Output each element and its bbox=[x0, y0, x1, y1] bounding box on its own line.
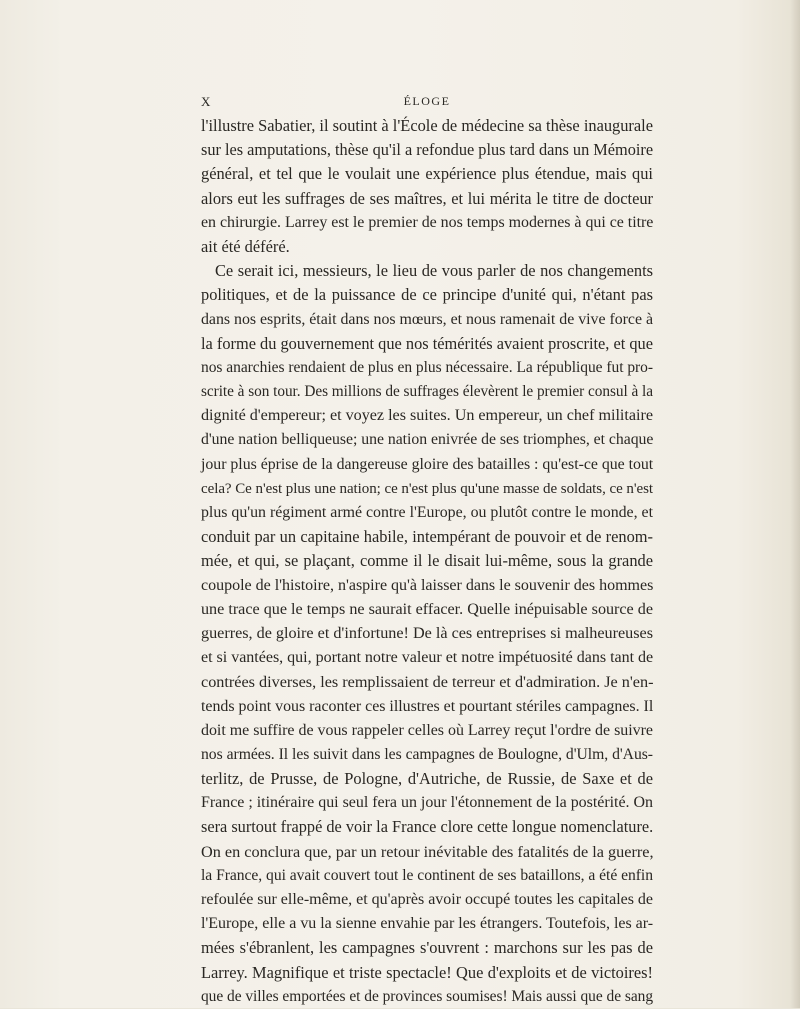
text-line: scrite à son tour. Des millions de suffrages élevèrent le premier consul à la bbox=[201, 383, 653, 401]
text-line: contrées diverses, les remplissaient de terreur et d'admiration. Je n'en- bbox=[201, 673, 654, 692]
text-line: tends point vous raconter ces illustres et pourtant stériles campagnes. Il bbox=[201, 697, 654, 715]
text-line: une trace que le temps ne saurait effacer. Quelle inépuisable source de bbox=[201, 600, 653, 618]
text-line: conduit par un capitaine habile, intempérant de pouvoir et de renom- bbox=[201, 527, 653, 547]
text-line: en chirurgie. Larrey est le premier de nos temps modernes à qui ce titre bbox=[201, 213, 654, 231]
body-text bbox=[201, 114, 653, 1009]
text-line: alors eut les suffrages de ses maîtres, et lui mérita le titre de docteur bbox=[201, 188, 653, 208]
text-line: refoulée sur elle-même, et qu'après avoir occupé toutes les capitales de bbox=[201, 891, 653, 908]
text-line: France ; itinéraire qui seul fera un jour l'étonnement de la postérité. On bbox=[201, 794, 653, 812]
paragraph-start-line: Ce serait ici, messieurs, le lieu de vous parler de nos changements bbox=[215, 261, 653, 281]
page-header bbox=[201, 94, 653, 114]
text-line: jour plus éprise de la dangereuse gloire des batailles : qu'est-ce que tout bbox=[201, 455, 654, 473]
text-line: plus qu'un régiment armé contre l'Europe, ou plutôt contre le monde, et bbox=[201, 504, 653, 521]
text-line: coupole de l'histoire, n'aspire qu'à laisser dans le souvenir des hommes bbox=[201, 576, 654, 594]
text-line: politiques, et de la puissance de ce principe d'unité qui, n'étant pas bbox=[201, 285, 653, 305]
text-line: nos armées. Il les suivit dans les campagnes de Boulogne, d'Ulm, d'Aus- bbox=[201, 745, 653, 763]
text-line: et si vantées, qui, portant notre valeur et notre impétuosité dans tant de bbox=[201, 649, 654, 667]
text-line: On en conclura que, par un retour inévitable des fatalités de la guerre, bbox=[201, 842, 654, 861]
text-line: la forme du gouvernement que nos témérités avaient proscrite, et que bbox=[201, 333, 653, 353]
text-line: sur les amputations, thèse qu'il a refondue plus tard dans un Mémoire bbox=[201, 140, 654, 160]
text-line: cela? Ce n'est plus une nation; ce n'est plus qu'une masse de soldats, ce n'est bbox=[201, 480, 653, 497]
text-line: ait été déféré. bbox=[201, 236, 290, 256]
text-line: l'Europe, elle a vu la sienne envahie par les étrangers. Toutefois, les ar- bbox=[201, 915, 653, 933]
text-line: d'une nation belliqueuse; une nation enivrée de ses triomphes, et chaque bbox=[201, 431, 654, 449]
page-number: X bbox=[201, 94, 212, 109]
text-line: Larrey. Magnifique et triste spectacle! Que d'exploits et de victoires! bbox=[201, 962, 653, 982]
text-line: la France, qui avait couvert tout le continent de ses bataillons, a été enfin bbox=[201, 866, 653, 884]
text-line: dans nos esprits, était dans nos mœurs, et nous ramenait de vive force à bbox=[201, 310, 653, 328]
text-line: doit me suffire de vous rappeler celles où Larrey reçut l'ordre de suivre bbox=[201, 721, 653, 739]
text-line: l'illustre Sabatier, il soutint à l'École de médecine sa thèse inaugurale bbox=[201, 116, 653, 135]
text-line: mée, et qui, se plaçant, comme il le disait lui-même, sous la grande bbox=[201, 551, 653, 571]
text-line: mées s'ébranlent, les campagnes s'ouvrent : marchons sur les pas de bbox=[201, 938, 653, 958]
text-line: terlitz, de Prusse, de Pologne, d'Autriche, de Russie, de Saxe et de bbox=[201, 769, 653, 789]
text-line: dignité d'empereur; et voyez les suites. Un empereur, un chef militaire bbox=[201, 407, 653, 425]
text-line: nos anarchies rendaient de plus en plus nécessaire. La république fut pro- bbox=[201, 358, 653, 376]
running-head: ÉLOGE bbox=[403, 94, 451, 108]
text-line: que de villes emportées et de provinces soumises! Mais aussi que de sang bbox=[201, 987, 653, 1005]
page-edge-shadow bbox=[790, 0, 800, 1008]
text-line: général, et tel que le voulait une expérience plus étendue, mais qui bbox=[201, 164, 653, 184]
text-line: sera surtout frappé de voir la France clore cette longue nomenclature. bbox=[201, 817, 654, 837]
text-line: guerres, de gloire et d'infortune! De là ces entreprises si malheureuses bbox=[201, 624, 653, 642]
